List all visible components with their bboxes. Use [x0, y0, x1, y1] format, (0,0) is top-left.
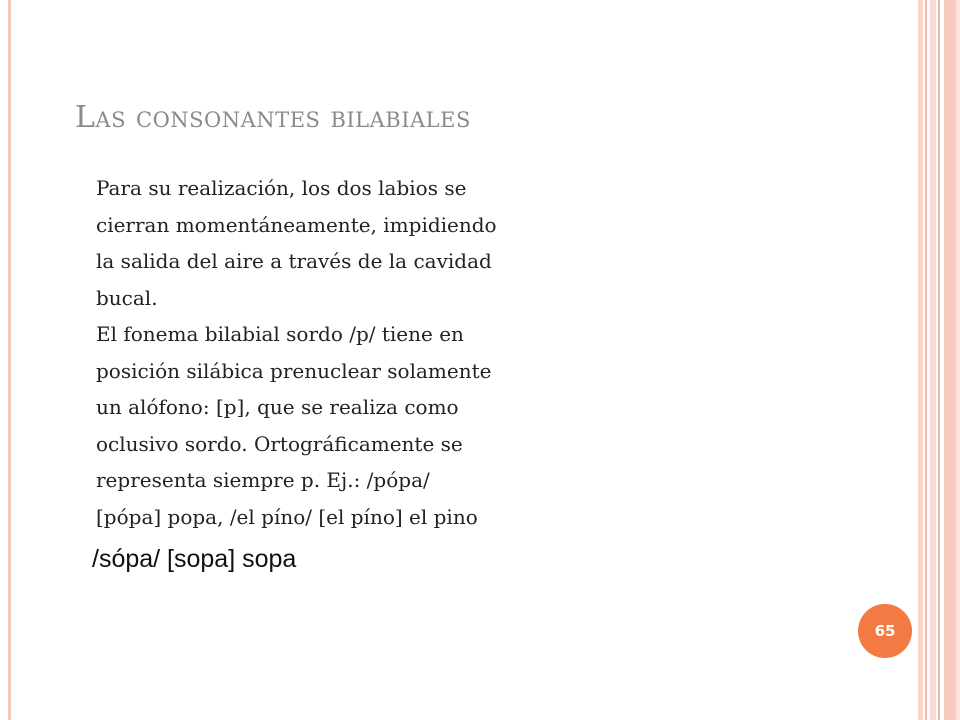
- left-border-decoration: [8, 0, 11, 720]
- right-stripe-decoration: [944, 0, 956, 720]
- slide-title: Las consonantes bilabiales: [75, 100, 471, 135]
- right-stripe-decoration: [918, 0, 923, 720]
- body-paragraph-phoneme: El fonema bilabial sordo /p/ tiene en posición silábica prenuclear solamente un alófono: [p], que se realiza como oclusivo sordo. Ortográficamente se representa siempre p. Ej.: /pópa/ [pópa] popa, /el píno/ [el píno] el pino: [96, 322, 492, 529]
- page-number: 65: [874, 622, 896, 640]
- body-paragraph-definition: Para su realización, los dos labios se cierran momentáneamente, impidiendo la salida del aire a través de la cavidad bucal.: [96, 176, 497, 310]
- right-stripe-decoration: [930, 0, 936, 720]
- slide-body: [96, 170, 656, 535]
- example-line: /sópa/ [sopa] sopa: [92, 545, 297, 573]
- right-stripe-decoration: [925, 0, 927, 720]
- page-number-badge: [858, 604, 912, 658]
- right-stripe-decoration: [938, 0, 940, 720]
- right-stripe-decoration: [956, 0, 960, 720]
